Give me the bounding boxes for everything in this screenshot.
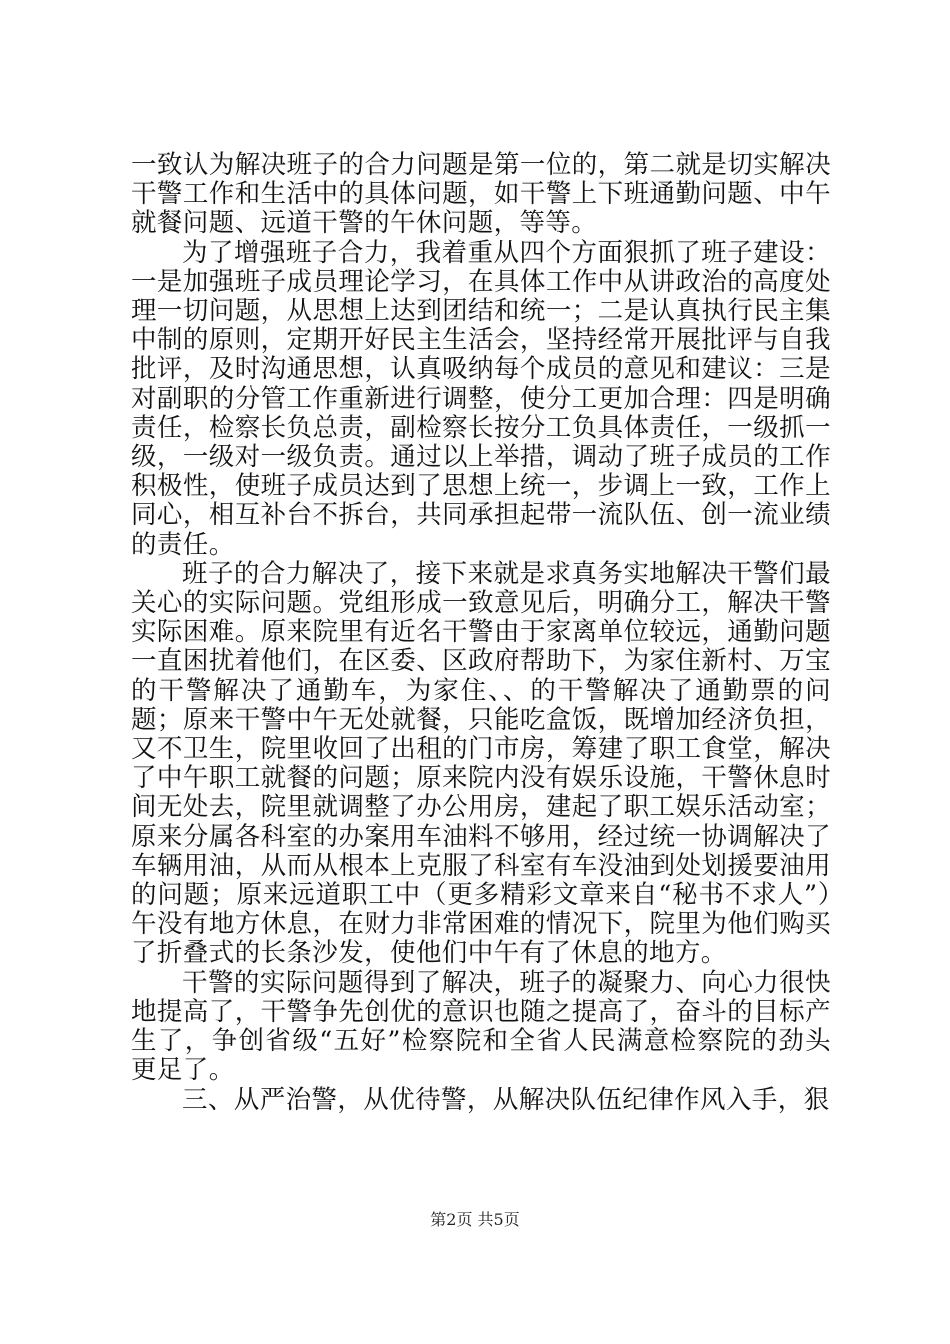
page-number-label: 第2页 共5页 [430, 1210, 520, 1229]
page-footer [0, 1210, 950, 1230]
document-body [131, 151, 831, 1115]
paragraph-2: 为了增强班子合力，我着重从四个方面狠抓了班子建设：一是加强班子成员理论学习，在具体工作中从讲政治的高度处理一切问题，从思想上达到团结和统一；二是认真执行民主集中制的原则，定期开好民主生活会，坚持经常开展批评与自我批评，及时沟通思想，认真吸纳每个成员的意见和建议：三是对副职的分管工作重新进行调整，使分工更加合理：四是明确责任，检察长负总责，副检察长按分工负具体责任，一级抓一级，一级对一级负责。通过以上举措，调动了班子成员的工作积极性，使班子成员达到了思想上统一，步调上一致，工作上同心，相互补台不拆台，共同承担起带一流队伍、创一流业绩的责任。 [131, 237, 831, 560]
paragraph-5: 三、从严治警，从优待警，从解决队伍纪律作风入手，狠 [182, 1084, 830, 1115]
paragraph-3: 班子的合力解决了，接下来就是求真务实地解决干警们最关心的实际问题。党组形成一致意见后，明确分工，解决干警实际困难。原来院里有近名干警由于家离单位较远，通勤问题一直困扰着他们，在区委、区政府帮助下，为家住新村、万宝的干警解决了通勤车，为家住、、的干警解决了通勤票的问题；原来干警中午无处就餐，只能吃盒饭，既增加经济负担，又不卫生，院里收回了出租的门市房，筹建了职工食堂，解决了中午职工就餐的问题；原来院内没有娱乐设施，干警休息时间无处去，院里就调整了办公用房，建起了职工娱乐活动室；原来分属各科室的办案用车油料不够用，经过统一协调解决了车辆用油，从而从根本上克服了科室有车没油到处划援要油用的问题；原来远道职工中（更多精彩文章来自“秘书不求人”）午没有地方休息，在财力非常困难的情况下，院里为他们购买了折叠式的长条沙发，使他们中午有了休息的地方。 [131, 558, 831, 969]
paragraph-1: 一致认为解决班子的合力问题是第一位的，第二就是切实解决干警工作和生活中的具体问题，如干警上下班通勤问题、中午就餐问题、远道干警的午休问题，等等。 [131, 150, 831, 239]
paragraph-4: 干警的实际问题得到了解决，班子的凝聚力、向心力很快地提高了，干警争先创优的意识也随之提高了，奋斗的目标产生了，争创省级“五好”检察院和全省人民满意检察院的劲头更足了。 [131, 967, 831, 1086]
